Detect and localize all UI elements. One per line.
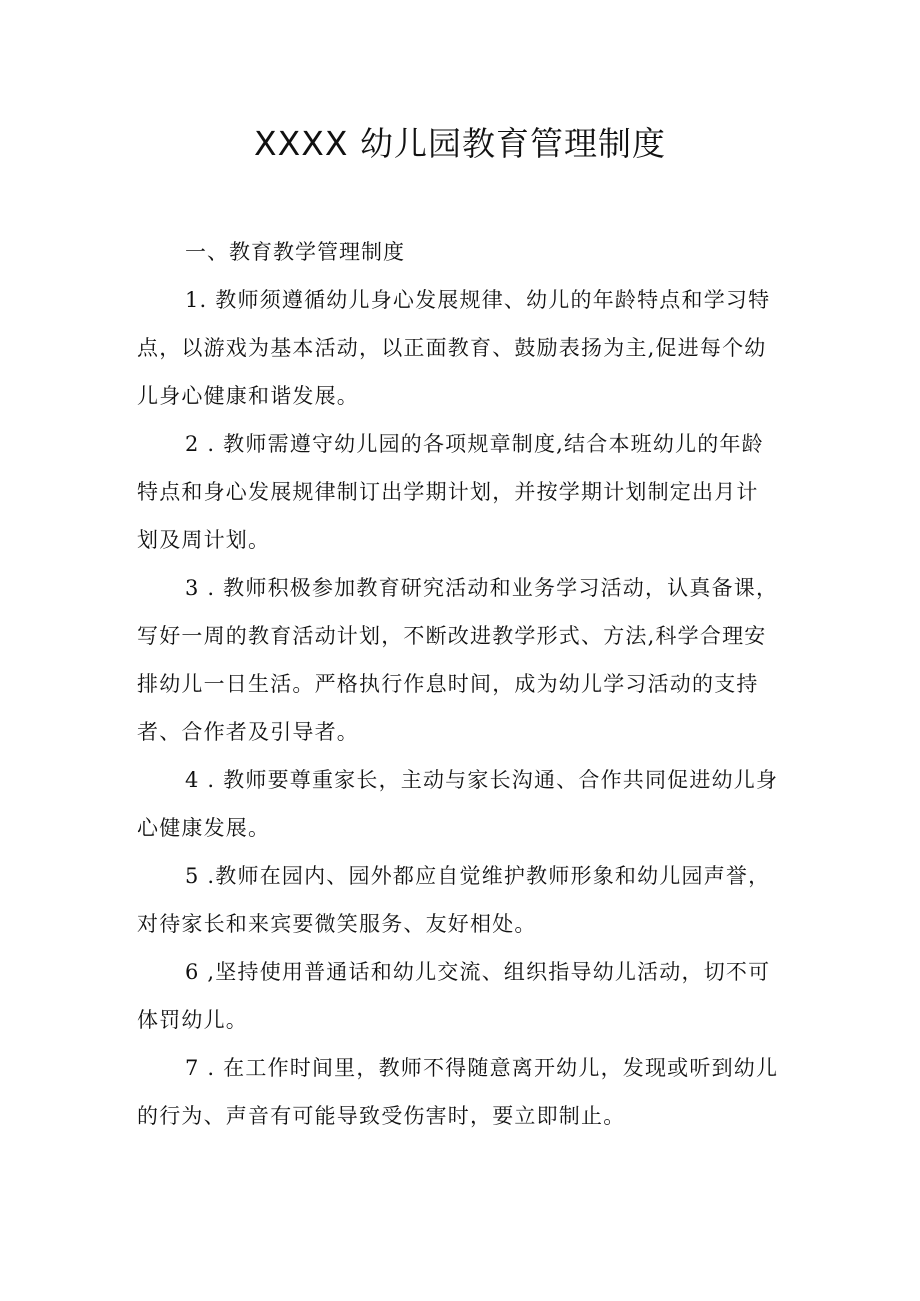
paragraph-line: 点，以游戏为基本活动，以正面教育、鼓励表扬为主,促进每个幼 [137, 336, 767, 360]
paragraph-line: 心健康发展。 [137, 816, 271, 840]
paragraph-5 [137, 852, 802, 948]
section-heading: 一、教育教学管理制度 [185, 240, 405, 264]
paragraph-4 [137, 756, 802, 852]
paragraph-line: 儿身心健康和谐发展。 [137, 384, 359, 408]
paragraph-line: 体罚幼儿。 [137, 1008, 248, 1032]
paragraph-3 [137, 564, 802, 756]
document-body [137, 228, 802, 1140]
paragraph-line: 特点和身心发展规律制订出学期计划，并按学期计划制定出月计 [137, 480, 759, 504]
paragraph-line: 的行为、声音有可能导致受伤害时，要立即制止。 [137, 1104, 626, 1128]
paragraph-7 [137, 1044, 802, 1140]
paragraph-line: 写好一周的教育活动计划，不断改进教学形式、方法,科学合理安 [137, 624, 767, 648]
paragraph-6 [137, 948, 802, 1044]
paragraph-line: 3 . 教师积极参加教育研究活动和业务学习活动，认真备课， [185, 576, 779, 600]
paragraph-2 [137, 420, 802, 564]
paragraph-line: 5 .教师在园内、园外都应自觉维护教师形象和幼儿园声誉， [185, 864, 771, 888]
paragraph-line: 4 . 教师要尊重家长，主动与家长沟通、合作共同促进幼儿身 [185, 768, 779, 792]
paragraph-line: 划及周计划。 [137, 528, 271, 552]
paragraph-line: 2 . 教师需遵守幼儿园的各项规章制度,结合本班幼儿的年龄 [185, 432, 764, 456]
paragraph-line: 1. 教师须遵循幼儿身心发展规律、幼儿的年龄特点和学习特 [185, 288, 771, 312]
paragraph-line: 排幼儿一日生活。严格执行作息时间，成为幼儿学习活动的支持 [137, 672, 759, 696]
paragraph-line: 6 ,坚持使用普通话和幼儿交流、组织指导幼儿活动，切不可 [185, 960, 771, 984]
paragraph-line: 7 . 在工作时间里，教师不得随意离开幼儿，发现或听到幼儿 [185, 1056, 779, 1080]
document-title: XXXX 幼儿园教育管理制度 [254, 124, 666, 163]
paragraph-line: 对待家长和来宾要微笑服务、友好相处。 [137, 912, 537, 936]
paragraph-line: 者、合作者及引导者。 [137, 720, 359, 744]
paragraph-1 [137, 276, 802, 420]
